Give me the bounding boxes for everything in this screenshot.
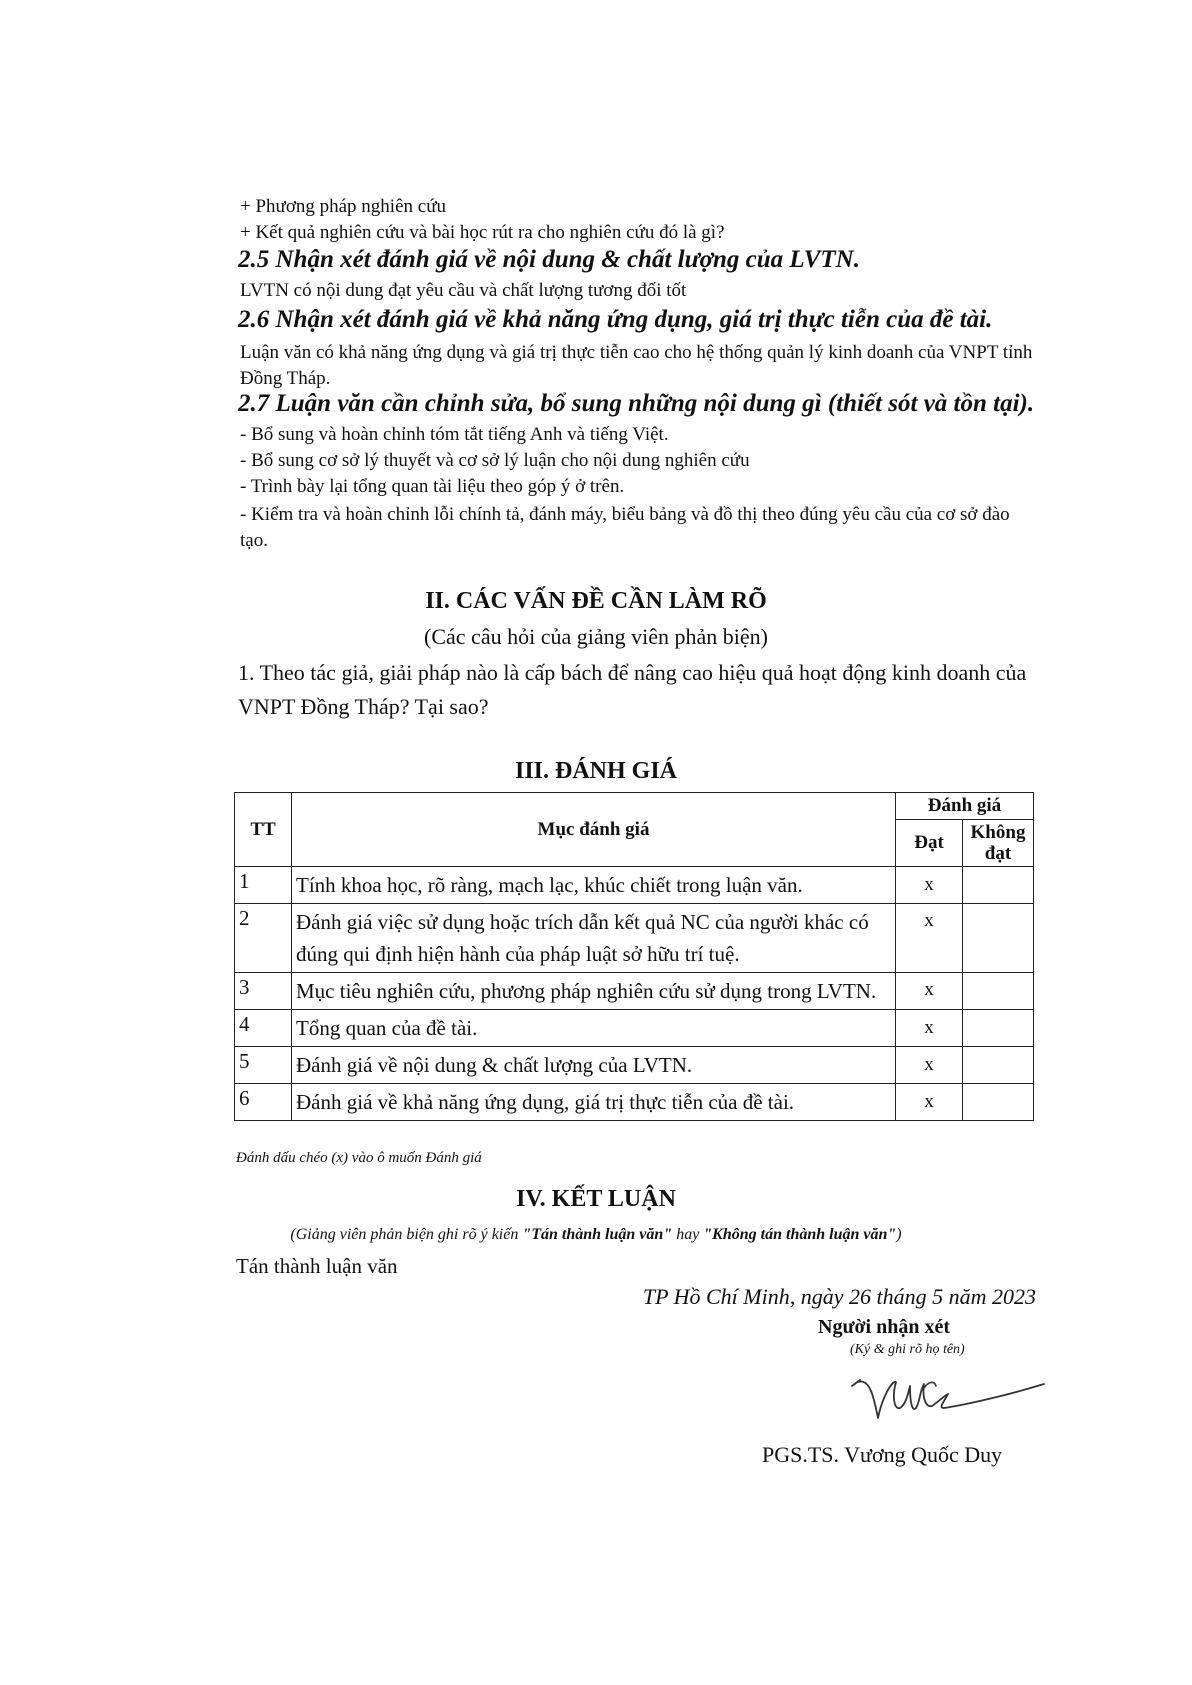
section-ii-title: II. CÁC VẤN ĐỀ CẦN LÀM RÕ <box>425 588 767 614</box>
row-item: Đánh giá về nội dung & chất lượng của LVTN. <box>292 1047 896 1084</box>
row-fail-mark <box>963 1084 1034 1121</box>
section-ii-subtitle: (Các câu hỏi của giảng viên phản biện) <box>424 624 768 649</box>
instruction-text: hay <box>672 1226 704 1243</box>
row-tt: 4 <box>235 1010 292 1047</box>
table-row <box>235 904 1034 973</box>
row-tt: 6 <box>235 1084 292 1121</box>
method-line: + Phương pháp nghiên cứu <box>240 196 447 217</box>
list-item: - Bổ sung cơ sở lý thuyết và cơ sở lý luận cho nội dung nghiên cứu <box>240 450 750 471</box>
heading-2-7: 2.7 Luận văn cần chỉnh sửa, bổ sung những nội dung gì (thiết sót và tồn tại). <box>238 390 1035 417</box>
row-tt: 5 <box>235 1047 292 1084</box>
section-iii-title: III. ĐÁNH GIÁ <box>514 758 678 784</box>
row-pass-mark: x <box>896 973 963 1010</box>
row-item: Đánh giá việc sử dụng hoặc trích dẫn kết quả NC của người khác có đúng qui định hiện hành của pháp luật sở hữu trí tuệ. <box>292 904 896 973</box>
row-fail-mark <box>963 973 1034 1010</box>
row-fail-mark <box>963 867 1034 904</box>
result-line: + Kết quả nghiên cứu và bài học rút ra cho nghiên cứu đó là gì? <box>240 222 725 243</box>
row-pass-mark: x <box>896 1047 963 1084</box>
table-row <box>235 973 1034 1010</box>
row-tt: 3 <box>235 973 292 1010</box>
signer-name: PGS.TS. Vương Quốc Duy <box>762 1442 1003 1467</box>
list-item: - Kiểm tra và hoàn chỉnh lỗi chính tả, đánh máy, biểu bảng và đồ thị theo đúng yêu cầu của cơ sở đào tạo. <box>240 504 1010 551</box>
place-date: TP Hồ Chí Minh, ngày 26 tháng 5 năm 2023 <box>642 1284 1036 1309</box>
table-row <box>235 1047 1034 1084</box>
row-item: Tổng quan của đề tài. <box>292 1010 896 1047</box>
signer-role-note: (Ký & ghi rõ họ tên) <box>850 1342 965 1357</box>
row-tt: 2 <box>235 904 292 973</box>
col-header-fail: Không đạt <box>963 820 1034 867</box>
col-header-pass: Đạt <box>896 820 963 867</box>
row-pass-mark: x <box>896 904 963 973</box>
row-item: Đánh giá về khả năng ứng dụng, giá trị thực tiễn của đề tài. <box>292 1084 896 1121</box>
row-item: Tính khoa học, rõ ràng, mạch lạc, khúc chiết trong luận văn. <box>292 867 896 904</box>
row-pass-mark: x <box>896 867 963 904</box>
row-item: Mục tiêu nghiên cứu, phương pháp nghiên cứu sử dụng trong LVTN. <box>292 973 896 1010</box>
table-row <box>235 1084 1034 1121</box>
question-1: 1. Theo tác giả, giải pháp nào là cấp bách để nâng cao hiệu quả hoạt động kinh doanh của VNPT Đồng Tháp? Tại sao? <box>238 660 1027 719</box>
list-item: - Bổ sung và hoàn chỉnh tóm tắt tiếng Anh và tiếng Việt. <box>240 424 669 445</box>
conclusion-text: Tán thành luận văn <box>236 1254 398 1278</box>
table-note: Đánh dấu chéo (x) vào ô muốn Đánh giá <box>236 1150 482 1166</box>
paragraph-2-5: LVTN có nội dung đạt yêu cầu và chất lượng tương đối tốt <box>240 280 687 301</box>
section-iv-title: IV. KẾT LUẬN <box>516 1186 676 1212</box>
conclusion-instruction <box>0 1226 1192 1244</box>
instruction-reject: "Không tán thành luận văn" <box>703 1226 897 1243</box>
list-item: - Trình bày lại tổng quan tài liệu theo góp ý ở trên. <box>240 476 625 497</box>
row-pass-mark: x <box>896 1084 963 1121</box>
heading-2-6: 2.6 Nhận xét đánh giá về khả năng ứng dụng, giá trị thực tiễn của đề tài. <box>238 306 993 333</box>
col-header-item: Mục đánh giá <box>292 793 896 867</box>
handwritten-signature <box>848 1368 1048 1438</box>
row-pass-mark: x <box>896 1010 963 1047</box>
row-tt: 1 <box>235 867 292 904</box>
evaluation-table <box>234 792 1034 1121</box>
instruction-text: (Giảng viên phản biện ghi rõ ý kiến <box>290 1226 523 1243</box>
heading-2-5: 2.5 Nhận xét đánh giá về nội dung & chất lượng của LVTN. <box>238 246 860 273</box>
table-row <box>235 1010 1034 1047</box>
row-fail-mark <box>963 904 1034 973</box>
row-fail-mark <box>963 1010 1034 1047</box>
col-header-tt: TT <box>235 793 292 867</box>
row-fail-mark <box>963 1047 1034 1084</box>
paragraph-2-6: Luận văn có khả năng ứng dụng và giá trị thực tiễn cao cho hệ thống quản lý kinh doanh của VNPT tỉnh Đồng Tháp. <box>240 342 1033 389</box>
table-row <box>235 867 1034 904</box>
col-header-group: Đánh giá <box>896 793 1034 820</box>
instruction-text: ) <box>896 1226 902 1243</box>
signer-role: Người nhận xét <box>818 1316 950 1338</box>
instruction-approve: "Tán thành luận văn" <box>522 1226 673 1243</box>
